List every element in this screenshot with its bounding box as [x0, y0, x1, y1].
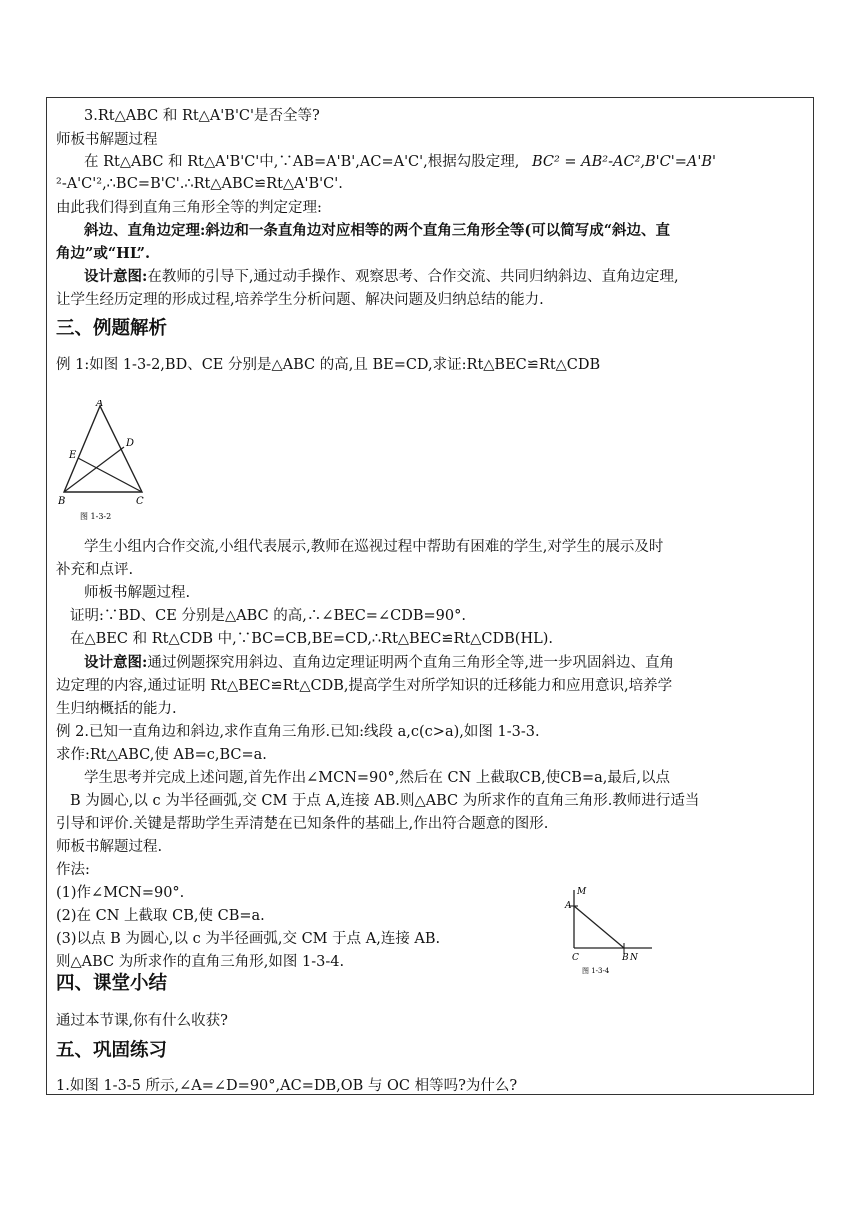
construction-step-3: (3)以点 B 为圆心,以 c 为半径画弧,交 CM 于点 A,连接 AB.	[56, 931, 441, 947]
section-heading-4: 四、课堂小结	[56, 973, 168, 994]
student-thinking: 学生思考并完成上述问题,首先作出∠MCN=90°,然后在 CN 上截取CB,使CB=a,最后,以点	[84, 770, 670, 786]
question-3: 3.Rt△ABC 和 Rt△A'B'C'是否全等?	[84, 108, 320, 124]
student-thinking-end: 引导和评价.关键是帮助学生弄清楚在已知条件的基础上,作出符合题意的图形.	[56, 816, 549, 832]
proof-text: 在 Rt△ABC 和 Rt△A'B'C'中,∵AB=A'B',AC=A'C',根据勾股定理,	[84, 154, 520, 170]
figure-caption: 图 1-3-4	[582, 967, 610, 975]
label-n: N	[630, 953, 638, 963]
proof-conclusion: 在△BEC 和 Rt△CDB 中,∵BC=CB,BE=CD,∴Rt△BEC≌Rt△CDB(HL).	[70, 631, 553, 647]
student-activity: 学生小组内合作交流,小组代表展示,教师在巡视过程中帮助有困难的学生,对学生的展示及时	[84, 539, 664, 555]
figure-caption: 图 1-3-2	[80, 512, 112, 521]
pythagoras-formula: BC² = AB²-AC²,B'C'=A'B'	[531, 154, 716, 170]
label-b: B	[58, 496, 66, 507]
figure-1-3-2	[58, 400, 158, 522]
hl-theorem: 斜边、直角边定理:斜边和一条直角边对应相等的两个直角三角形全等(可以简写成“斜边、直	[84, 222, 671, 239]
label-m: M	[577, 887, 587, 897]
example-2-goal: 求作:Rt△ABC,使 AB=c,BC=a.	[56, 747, 267, 763]
design-intent-label: 设计意图:	[84, 268, 148, 285]
student-thinking-cont: B 为圆心,以 c 为半径画弧,交 CM 于点 A,连接 AB.则△ABC 为所求作的直角三角形.教师进行适当	[70, 793, 700, 809]
design-intent-2-end: 生归纳概括的能力.	[56, 701, 177, 717]
summary-question: 通过本节课,你有什么收获?	[56, 1013, 228, 1029]
construction-step-2: (2)在 CN 上截取 CB,使 CB=a.	[56, 908, 265, 924]
design-intent-1-cont: 让学生经历定理的形成过程,培养学生分析问题、解决问题及归纳总结的能力.	[56, 292, 544, 308]
label-b: B	[622, 953, 629, 963]
proof-line-1	[84, 153, 716, 171]
construction-step-1: (1)作∠MCN=90°.	[56, 885, 185, 901]
section-heading-3: 三、例题解析	[56, 318, 168, 339]
label-a: A	[96, 400, 104, 409]
design-intent-text: 在教师的引导下,通过动手操作、观察思考、合作交流、共同归纳斜边、直角边定理,	[147, 269, 679, 285]
example-1: 例 1:如图 1-3-2,BD、CE 分别是△ABC 的高,且 BE=CD,求证:Rt△BEC≌Rt△CDB	[56, 357, 601, 373]
proof-line-2: ²-A'C'²,∴BC=B'C'.∴Rt△ABC≌Rt△A'B'C'.	[56, 176, 343, 192]
construction-result: 则△ABC 为所求作的直角三角形,如图 1-3-4.	[56, 954, 345, 970]
construction-title: 作法:	[56, 862, 90, 878]
design-intent-text: 通过例题探究用斜边、直角边定理证明两个直角三角形全等,进一步巩固斜边、直角	[147, 655, 674, 671]
board-note: 师板书解题过程	[56, 132, 158, 148]
student-activity-cont: 补充和点评.	[56, 562, 134, 578]
proof-statement: 证明:∵BD、CE 分别是△ABC 的高,∴∠BEC=∠CDB=90°.	[70, 608, 466, 624]
exercise-1: 1.如图 1-3-5 所示,∠A=∠D=90°,AC=DB,OB 与 OC 相等吗?为什么?	[56, 1078, 518, 1094]
design-intent-1	[84, 268, 679, 286]
figure-1-3-4	[560, 884, 680, 976]
label-a: A	[565, 901, 572, 911]
label-d: D	[126, 438, 135, 449]
label-c: C	[136, 496, 144, 507]
label-e: E	[69, 450, 77, 461]
section-heading-5: 五、巩固练习	[56, 1040, 168, 1061]
design-intent-label: 设计意图:	[84, 654, 148, 671]
example-2: 例 2.已知一直角边和斜边,求作直角三角形.已知:线段 a,c(c>a),如图 1-3-3.	[56, 724, 540, 740]
theorem-intro: 由此我们得到直角三角形全等的判定定理:	[56, 200, 322, 216]
hl-theorem-cont: 角边”或“HL”.	[56, 245, 150, 262]
board-note-3: 师板书解题过程.	[56, 839, 163, 855]
label-c: C	[572, 953, 579, 963]
design-intent-2-cont: 边定理的内容,通过证明 Rt△BEC≌Rt△CDB,提高学生对所学知识的迁移能力和应用意识,培养学	[56, 678, 673, 694]
design-intent-2	[84, 654, 674, 672]
board-note-2: 师板书解题过程.	[84, 585, 191, 601]
